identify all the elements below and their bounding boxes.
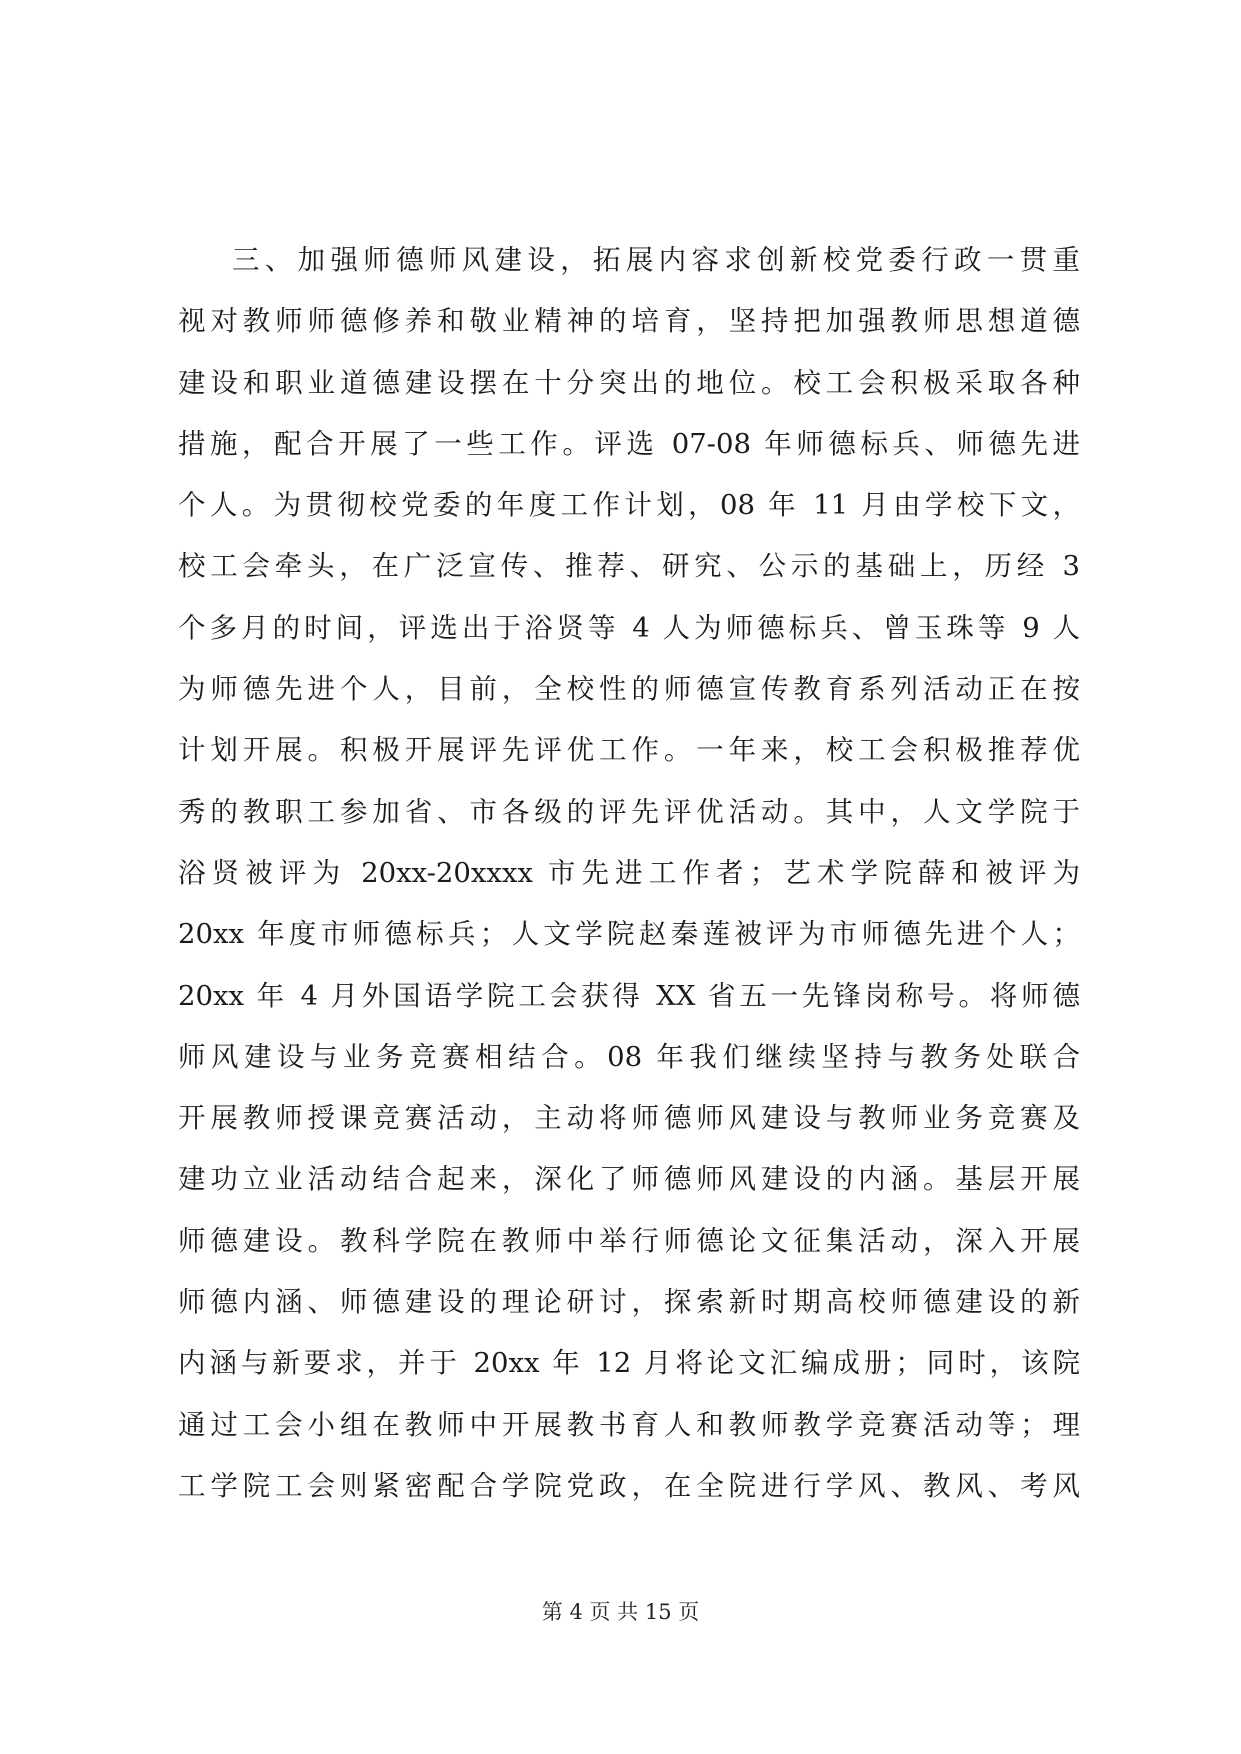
text-line: 开展教师授课竞赛活动，主动将师德师风建设与教师业务竞赛及	[178, 1102, 1080, 1135]
text-line: 校工会牵头，在广泛宣传、推荐、研究、公示的基础上，历经 3	[178, 550, 1080, 583]
text-line: 措施，配合开展了一些工作。评选 07-08 年师德标兵、师德先进	[178, 427, 1080, 460]
text-line: 建功立业活动结合起来，深化了师德师风建设的内涵。基层开展	[178, 1163, 1080, 1196]
text-line: 内涵与新要求，并于 20xx 年 12 月将论文汇编成册；同时，该院	[178, 1347, 1080, 1380]
text-line: 师风建设与业务竞赛相结合。08 年我们继续坚持与教务处联合	[178, 1040, 1080, 1073]
text-line: 个人。为贯彻校党委的年度工作计划，08 年 11 月由学校下文，	[178, 489, 1080, 522]
text-line: 通过工会小组在教师中开展教书育人和教师教学竞赛活动等；理	[178, 1408, 1080, 1441]
text-line: 工学院工会则紧密配合学院党政，在全院进行学风、教风、考风	[178, 1469, 1080, 1502]
text-line: 20xx 年度市师德标兵；人文学院赵秦莲被评为市师德先进个人；	[178, 918, 1080, 951]
text-line: 个多月的时间，评选出于浴贤等 4 人为师德标兵、曾玉珠等 9 人	[178, 611, 1080, 644]
text-line: 浴贤被评为 20xx-20xxxx 市先进工作者；艺术学院薛和被评为	[178, 856, 1080, 889]
text-line: 计划开展。积极开展评先评优工作。一年来，校工会积极推荐优	[178, 734, 1080, 767]
text-line: 视对教师师德修养和敬业精神的培育，坚持把加强教师思想道德	[178, 305, 1080, 338]
text-line: 建设和职业道德建设摆在十分突出的地位。校工会积极采取各种	[178, 366, 1080, 399]
body-paragraph	[178, 230, 1080, 1517]
text-line: 为师德先进个人，目前，全校性的师德宣传教育系列活动正在按	[178, 673, 1080, 706]
page-number-footer: 第 4 页 共 15 页	[541, 1600, 700, 1624]
text-line: 师德内涵、师德建设的理论研讨，探索新时期高校师德建设的新	[178, 1286, 1080, 1319]
text-line: 秀的教职工参加省、市各级的评先评优活动。其中，人文学院于	[178, 795, 1080, 828]
text-line: 三、加强师德师风建设，拓展内容求创新校党委行政一贯重	[232, 244, 1080, 276]
text-line: 20xx 年 4 月外国语学院工会获得 XX 省五一先锋岗称号。将师德	[178, 979, 1080, 1012]
text-line: 师德建设。教科学院在教师中举行师德论文征集活动，深入开展	[178, 1224, 1080, 1257]
